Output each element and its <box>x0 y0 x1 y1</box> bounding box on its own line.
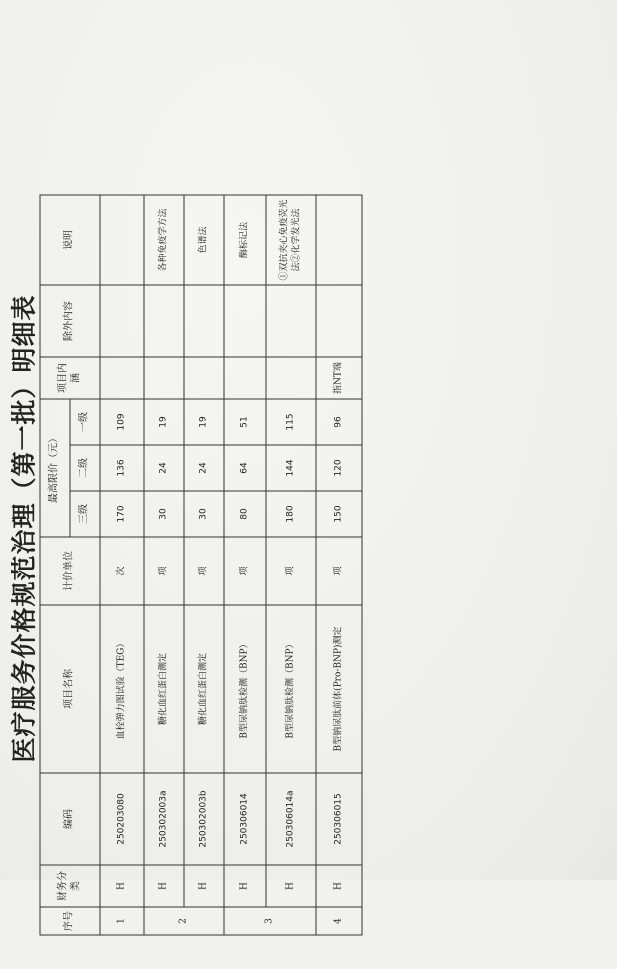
cell-price-level2: 144 <box>266 445 316 491</box>
cell-code: 250203080 <box>100 773 144 865</box>
cell-price-level3: 30 <box>184 491 224 537</box>
cell-unit: 次 <box>100 537 144 605</box>
cell-excluded <box>266 285 316 357</box>
cell-unit: 项 <box>144 537 184 605</box>
cell-price-level2: 24 <box>144 445 184 491</box>
header-code: 编码 <box>40 773 100 865</box>
header-excluded: 除外内容 <box>40 285 100 357</box>
table-row <box>224 195 266 935</box>
cell-code: 250306014 <box>224 773 266 865</box>
cell-finance: H <box>316 865 362 907</box>
cell-content <box>100 357 144 399</box>
header-finance: 财务分类 <box>40 865 100 907</box>
cell-price-level2: 136 <box>100 445 144 491</box>
cell-finance: H <box>144 865 184 907</box>
cell-price-level1: 109 <box>100 399 144 445</box>
cell-price-level2: 24 <box>184 445 224 491</box>
cell-price-level3: 80 <box>224 491 266 537</box>
cell-name: B型尿钠肽检测（BNP） <box>266 605 316 773</box>
header-unit: 计价单位 <box>40 537 100 605</box>
cell-seq: 2 <box>144 907 224 935</box>
cell-name: 糖化血红蛋白测定 <box>144 605 184 773</box>
cell-code: 250306014a <box>266 773 316 865</box>
cell-price-level3: 30 <box>144 491 184 537</box>
cell-price-level2: 64 <box>224 445 266 491</box>
cell-content <box>184 357 224 399</box>
cell-seq: 3 <box>224 907 316 935</box>
header-content: 项目内涵 <box>40 357 100 399</box>
header-level3: 三级 <box>70 491 100 537</box>
cell-seq: 4 <box>316 907 362 935</box>
cell-note <box>316 195 362 285</box>
table-row <box>316 195 362 935</box>
header-row <box>40 195 70 935</box>
cell-content <box>224 357 266 399</box>
price-table <box>40 195 363 936</box>
cell-code: 250302003a <box>144 773 184 865</box>
cell-code: 250302003b <box>184 773 224 865</box>
header-level1: 一级 <box>70 399 100 445</box>
cell-price-level1: 96 <box>316 399 362 445</box>
cell-price-level3: 170 <box>100 491 144 537</box>
cell-finance: H <box>224 865 266 907</box>
cell-code: 250306015 <box>316 773 362 865</box>
cell-content: 指NT端 <box>316 357 362 399</box>
cell-excluded <box>184 285 224 357</box>
cell-excluded <box>100 285 144 357</box>
cell-unit: 项 <box>184 537 224 605</box>
cell-note <box>100 195 144 285</box>
cell-note: 酶标记法 <box>224 195 266 285</box>
cell-finance: H <box>100 865 144 907</box>
cell-name: B型尿钠肽检测（BNP） <box>224 605 266 773</box>
cell-excluded <box>224 285 266 357</box>
cell-note: 各种免疫学方法 <box>144 195 184 285</box>
cell-excluded <box>144 285 184 357</box>
table-row <box>144 195 184 935</box>
cell-price-level2: 120 <box>316 445 362 491</box>
header-seq: 序号 <box>40 907 100 935</box>
cell-name: 糖化血红蛋白测定 <box>184 605 224 773</box>
cell-price-level1: 19 <box>184 399 224 445</box>
header-note: 说明 <box>40 195 100 285</box>
cell-finance: H <box>266 865 316 907</box>
cell-unit: 项 <box>266 537 316 605</box>
cell-note: ①双抗夹心免疫荧光法②化学发光法 <box>266 195 316 285</box>
header-name: 项目名称 <box>40 605 100 773</box>
cell-finance: H <box>184 865 224 907</box>
header-max-price: 最高限价（元） <box>40 399 70 537</box>
cell-price-level3: 180 <box>266 491 316 537</box>
cell-price-level3: 150 <box>316 491 362 537</box>
cell-note: 色谱法 <box>184 195 224 285</box>
cell-content <box>266 357 316 399</box>
cell-content <box>144 357 184 399</box>
cell-unit: 项 <box>224 537 266 605</box>
cell-excluded <box>316 285 362 357</box>
cell-price-level1: 19 <box>144 399 184 445</box>
cell-name: 血栓弹力图试验（TEG） <box>100 605 144 773</box>
cell-price-level1: 51 <box>224 399 266 445</box>
cell-seq: 1 <box>100 907 144 935</box>
header-level2: 二级 <box>70 445 100 491</box>
table-row <box>266 195 316 935</box>
table-row <box>184 195 224 935</box>
cell-unit: 项 <box>316 537 362 605</box>
table-row <box>100 195 144 935</box>
rotated-content <box>0 89 507 969</box>
page-title: 医疗服务价格规范治理（第一批）明细表 <box>9 294 39 763</box>
cell-name: B型钠尿肽前体(Pro-BNP)测定 <box>316 605 362 773</box>
cell-price-level1: 115 <box>266 399 316 445</box>
